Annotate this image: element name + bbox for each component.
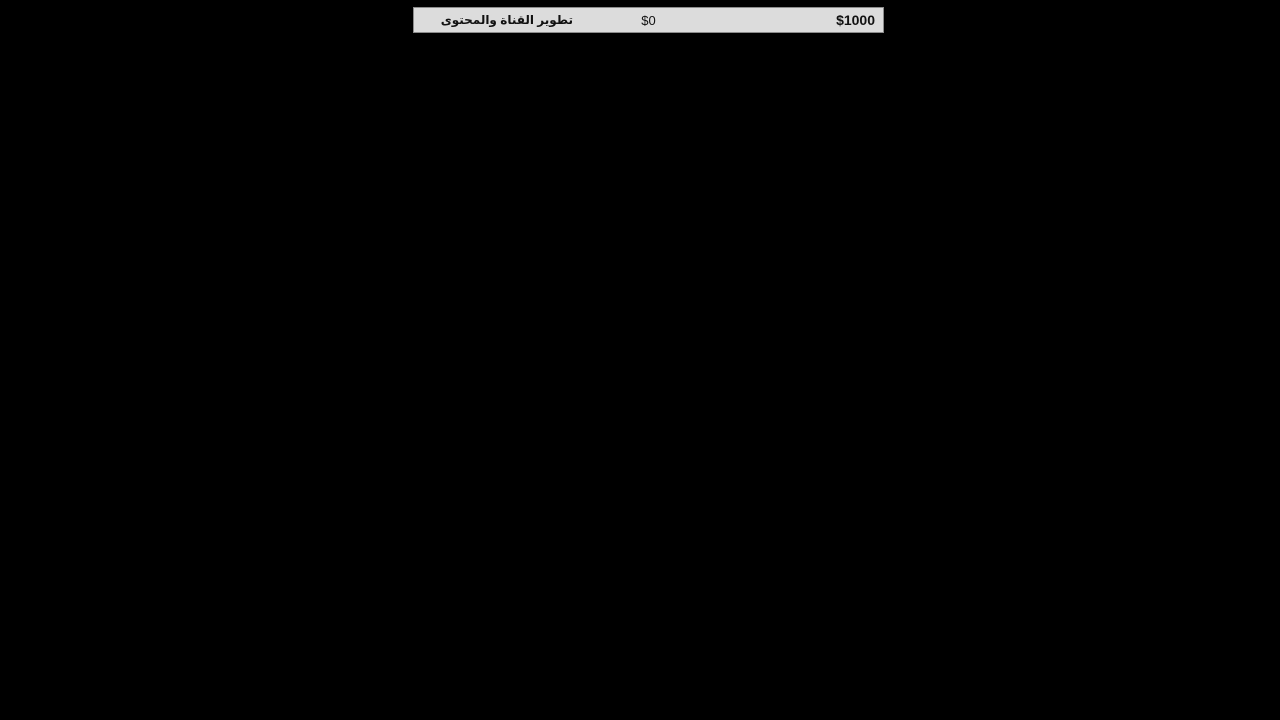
budget-row-label: تطوير القناة والمحتوى — [440, 13, 573, 27]
budget-table-row — [413, 7, 884, 33]
budget-row-spent-value: $0 — [641, 12, 656, 28]
budget-row-budget-value: $1000 — [836, 12, 875, 28]
